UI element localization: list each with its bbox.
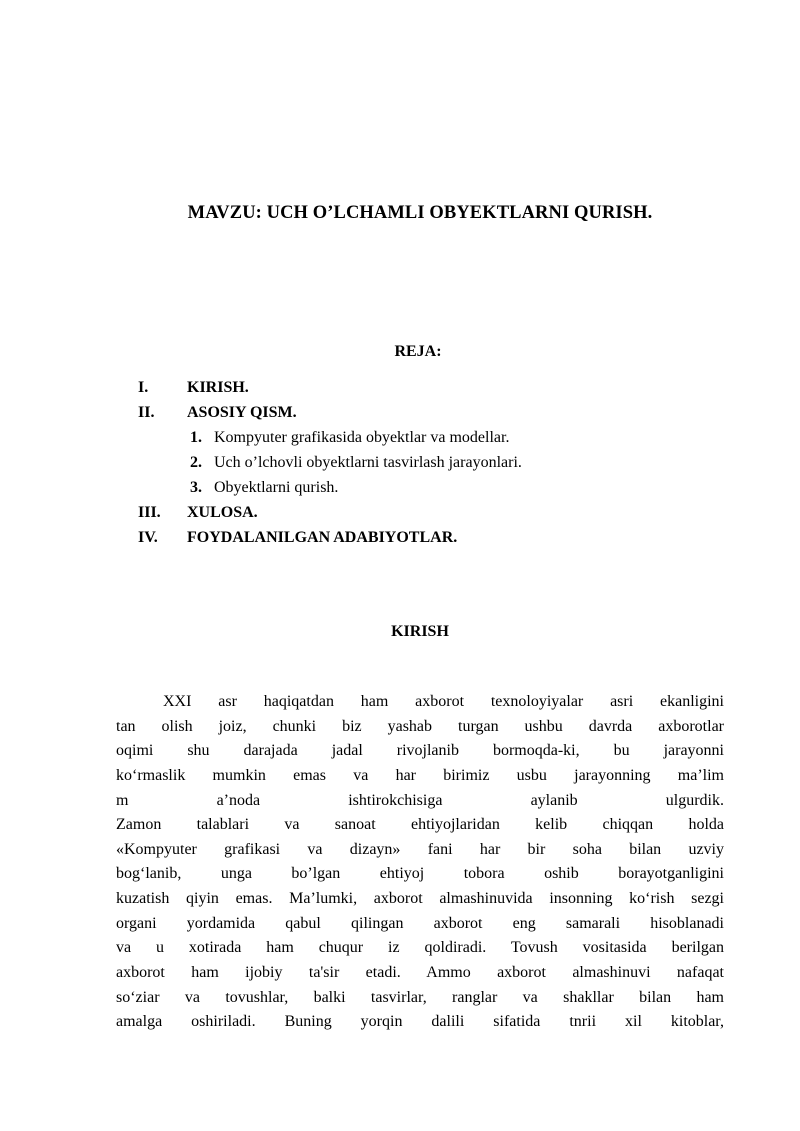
plan-item-number: IV.: [138, 529, 158, 546]
plan-subitem: [138, 450, 698, 475]
plan-subitem-number: 3.: [190, 479, 202, 496]
document-title: MAVZU: UCH O’LCHAMLI OBYEKTLARNI QURISH.: [187, 203, 653, 223]
plan-item-number: III.: [138, 504, 161, 521]
plan-item: [138, 500, 698, 525]
body-line: XXI asr haqiqatdan ham axborot texnoloyiyalar asri ekanligini: [163, 693, 724, 710]
body-line: so‘ziar va tovushlar, balki tasvirlar, ranglar va shakllar bilan ham: [116, 988, 724, 1006]
plan-item-label: FOYDALANILGAN ADABIYOTLAR.: [187, 529, 458, 546]
plan-item: [138, 375, 698, 400]
plan-subitem-number: 2.: [190, 454, 202, 471]
body-line: «Kompyuter grafikasi va dizayn» fani har bir soha bilan uzviy: [116, 840, 724, 858]
body-paragraph: [116, 690, 724, 1035]
body-line: bog‘lanib, unga bo’lgan ehtiyoj tobora oshib borayotganligini: [116, 865, 724, 883]
plan-heading: REJA:: [394, 343, 442, 360]
plan-subitem: [138, 425, 698, 450]
body-line: tan olish joiz, chunki biz yashab turgan ushbu davrda axborotlar: [116, 717, 724, 735]
plan-item: [138, 400, 698, 425]
plan-item-number: II.: [138, 404, 155, 421]
body-line: va u xotirada ham chuqur iz qoldiradi. Tovush vositasida berilgan: [116, 939, 724, 957]
plan-subitem-label: Kompyuter grafikasida obyektlar va modellar.: [214, 429, 510, 446]
plan-item-number: I.: [138, 379, 149, 396]
body-line: ko‘rmaslik mumkin emas va har birimiz usbu jarayonning ma’lim: [116, 766, 724, 784]
plan-item: [138, 525, 698, 550]
section-heading: KIRISH: [391, 623, 449, 640]
plan-subitem-label: Uch o’lchovli obyektlarni tasvirlash jarayonlari.: [214, 454, 522, 471]
plan-item-label: ASOSIY QISM.: [187, 404, 297, 421]
plan-subitem-label: Obyektlarni qurish.: [214, 479, 339, 496]
body-line: axborot ham ijobiy ta'sir etadi. Ammo axborot almashinuvi nafaqat: [116, 964, 724, 982]
plan-subitem: [138, 475, 698, 500]
body-line: Zamon talablari va sanoat ehtiyojlaridan kelib chiqqan holda: [116, 816, 724, 834]
body-line: amalga oshiriladi. Buning yorqin dalili sifatida tnrii xil kitoblar,: [116, 1013, 724, 1031]
plan-item-label: KIRISH.: [187, 379, 249, 396]
plan-list: [138, 375, 698, 550]
body-line: kuzatish qiyin emas. Ma’lumki, axborot almashinuvida insonning ko‘rish sezgi: [116, 890, 724, 908]
body-line: m a’noda ishtirokchisiga aylanib ulgurdik.: [116, 791, 724, 809]
plan-subitem-number: 1.: [190, 429, 202, 446]
plan-item-label: XULOSA.: [187, 504, 258, 521]
body-line: oqimi shu darajada jadal rivojlanib bormoqda-ki, bu jarayonni: [116, 742, 724, 760]
body-line: organi yordamida qabul qilingan axborot eng samarali hisoblanadi: [116, 914, 724, 932]
